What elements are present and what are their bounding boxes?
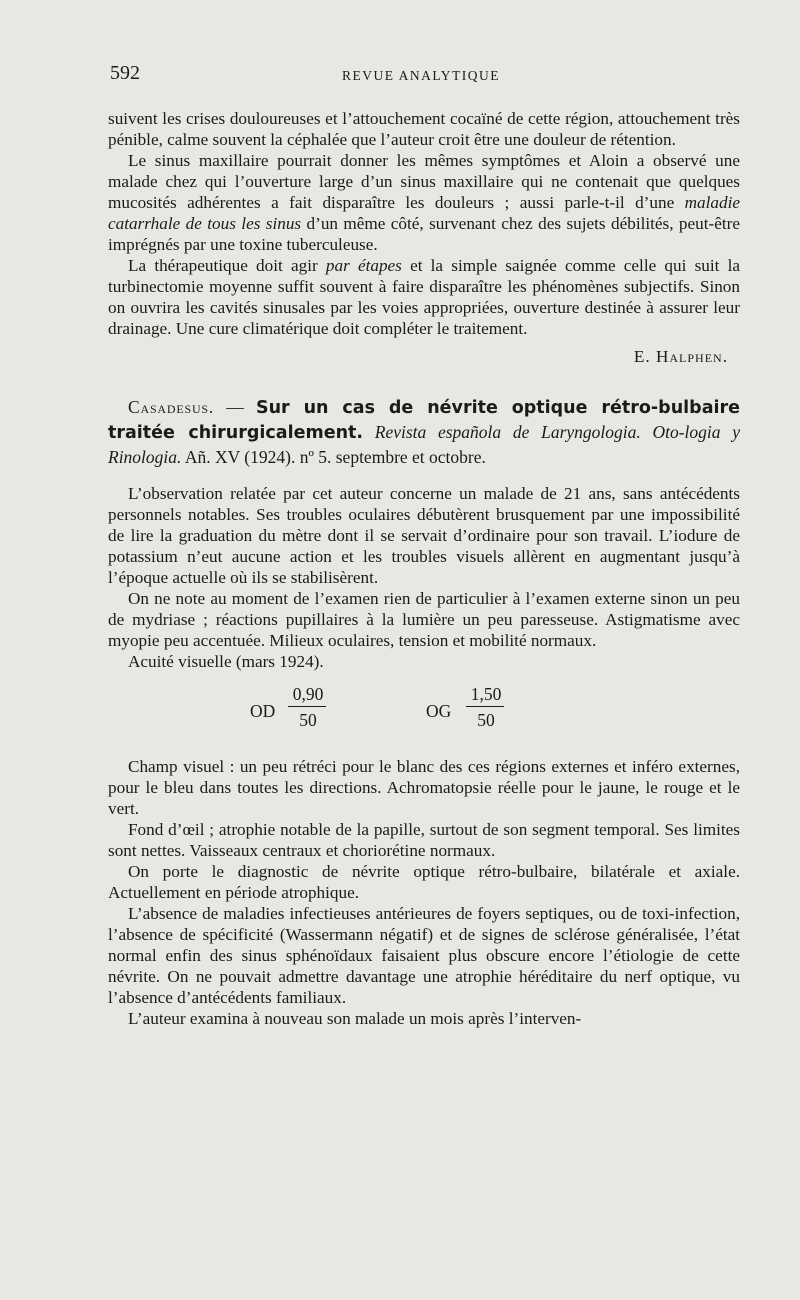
visual-acuity-values [108,684,740,742]
paragraph: Acuité visuelle (mars 1924). [128,652,324,671]
od-denominator: 50 [299,710,317,730]
review-title: Sur un cas de névrite optique rétro-bulbaire traitée chirurgicalement. [108,398,741,443]
fraction-bar [288,706,326,707]
review-source: Revista española de Laryngologia. Oto-logia y Rinologia. [108,422,741,467]
paragraph: L’observation relatée par cet auteur concerne un malade de 21 ans, sans antécédents personnels notables. Ses troubles oculaires débutèrent brusquement par une impossibilité de lire la graduation du mètre dont il se servait d’ordinaire pour son travail. L’iodure de potassium n’eut aucune action et les troubles visuels allèrent en augmentant jusqu’à l’époque actuelle où ils se stabilisèrent. [108,484,740,587]
italic-phrase: maladie catarrhale de tous les sinus [108,193,740,233]
page-header [110,62,740,92]
paragraph: L’absence de maladies infectieuses antérieures de foyers septiques, ou de toxi-infection, l’absence de spécificité (Wassermann négatif) et de signes de sclérose généralisée, l’état normal enfin des sinus sphénoïdaux faisaient plus obscure encore l’étiologie de cette névrite. On ne pouvait admettre davantage une atrophie héréditaire du nerf optique, vu l’absence d’antécédents familiaux. [108,904,740,1007]
paragraph: Le sinus maxillaire pourrait donner les mêmes symptômes et Aloin a observé une malade chez qui l’ouverture large d’un sinus maxillaire qui ne contenait que quelques mucosités adhérentes a fait disparaître les douleurs ; aussi parle-t-il d’une maladie catarrhale de tous les sinus d’un même côté, survenant chez des sujets débilités, peut-être imprégnés par une toxine tuberculeuse. [108,151,740,254]
paragraph: On porte le diagnostic de névrite optique rétro-bulbaire, bilatérale et axiale. Actuellement en période atrophique. [108,862,740,902]
paragraph: L’auteur examina à nouveau son malade un mois après l’interven- [128,1009,582,1028]
italic-phrase: par étapes [325,256,402,275]
paragraph: suivent les crises douloureuses et l’attouchement cocaïné de cette région, attouchement très pénible, calme souvent la céphalée que l’auteur croit être une douleur de rétention. [108,109,740,149]
paragraph: Fond d’œil ; atrophie notable de la papille, surtout de son segment temporal. Ses limites sont nettes. Vaisseaux centraux et choriorétine normaux. [108,820,740,860]
page-number: 592 [110,62,140,84]
od-numerator: 0,90 [292,684,324,704]
og-label: OG [426,701,452,721]
od-label: OD [250,701,276,721]
review-author: Casadesus. [128,397,215,417]
fraction-bar [466,706,504,707]
og-numerator: 1,50 [470,684,502,704]
review-details: Añ. XV (1924). nº 5. septembre et octobre. [181,447,486,467]
paragraph: On ne note au moment de l’examen rien de particulier à l’examen externe sinon un peu de mydriase ; réactions pupillaires à la lumière un peu paresseuse. Astigmatisme avec myopie peu accentuée. Milieux oculaires, tension et mobilité normaux. [108,589,740,650]
running-head: REVUE ANALYTIQUE [342,68,501,83]
body-text [108,108,740,1029]
paragraph: Champ visuel : un peu rétréci pour le blanc des ces régions externes et inféro externes, pour le bleu dans toutes les directions. Achromatopsie réelle pour le jaune, le rouge et le vert. [108,757,740,818]
paragraph: La thérapeutique doit agir par étapes et la simple saignée comme celle qui suit la turbinectomie moyenne suffit souvent à faire disparaître les phénomènes subjectifs. Sinon on ouvrira les cavités sinusales par les voies appropriées, ouverture destinée à assurer leur drainage. Une cure climatérique doit compléter le traitement. [108,256,740,338]
og-denominator: 50 [477,710,495,730]
review-heading: Casadesus. — Sur un cas de névrite optique rétro-bulbaire traitée chirurgicalement. Revista española de Laryngologia. Oto-logia y Rinologia. Añ. XV (1924). nº 5. septembre et octobre. [108,397,741,467]
signature: E. Halphen. [633,347,728,366]
